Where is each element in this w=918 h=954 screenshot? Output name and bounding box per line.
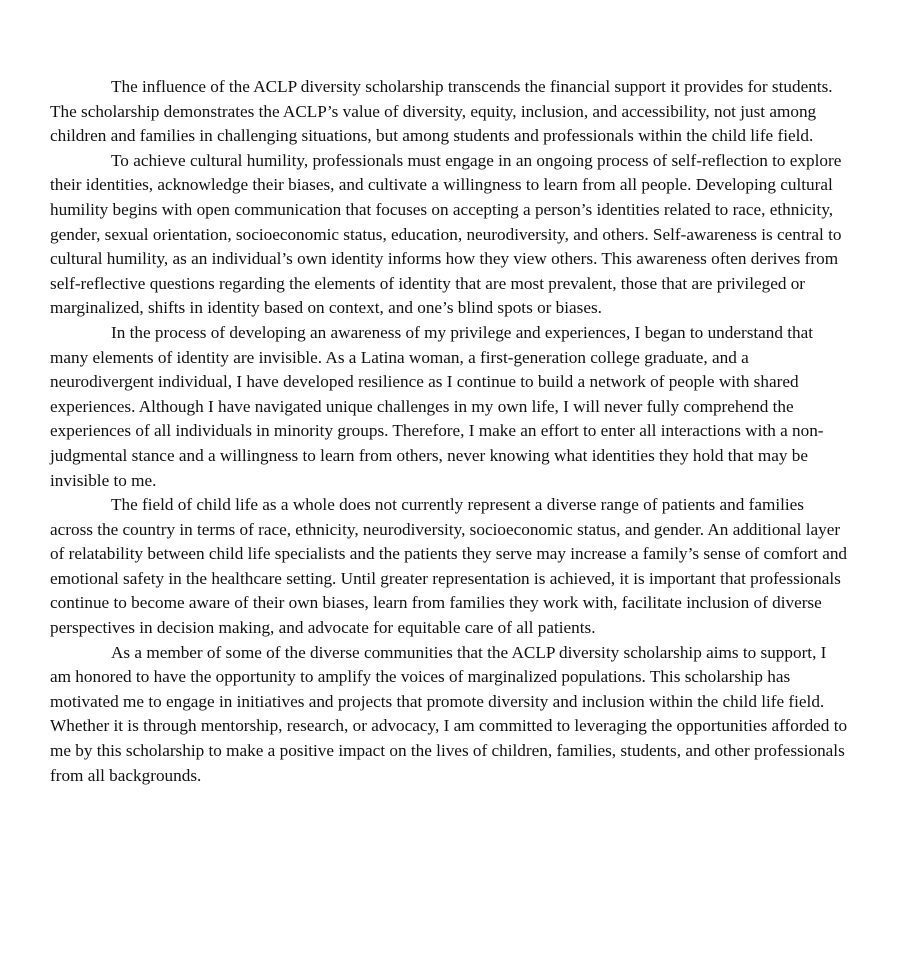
paragraph-field-representation: The field of child life as a whole does not currently represent a diverse range of patients and families across the country in terms of race, ethnicity, neurodiversity, socioeconomic status, and gender. An additional layer of relatability between child life specialists and the patients they serve may increase a family’s sense of comfort and emotional safety in the healthcare setting. Until greater representation is achieved, it is important that professionals continue to become aware of their own biases, learn from families they work with, facilitate inclusion of diverse perspectives in decision making, and advocate for equitable care of all patients.: [50, 495, 848, 638]
paragraph-commitment: As a member of some of the diverse communities that the ACLP diversity scholarship aims to support, I am honored to have the opportunity to amplify the voices of marginalized populations. This scholarship has motivated me to engage in initiatives and projects that promote diversity and inclusion within the child life field. Whether it is through mentorship, research, or advocacy, I am committed to leveraging the opportunities afforded to me by this scholarship to make a positive impact on the lives of children, families, students, and other professionals from all backgrounds.: [50, 642, 848, 785]
paragraph-cultural-humility: To achieve cultural humility, professionals must engage in an ongoing process of self-reflection to explore their identities, acknowledge their biases, and cultivate a willingness to learn from all people. Developing cultural humility begins with open communication that focuses on accepting a person’s identities related to race, ethnicity, gender, sexual orientation, socioeconomic status, education, neurodiversity, and others. Self-awareness is central to cultural humility, as an individual’s own identity informs how they view others. This awareness often derives from self-reflective questions regarding the elements of identity that are most prevalent, those that are privileged or marginalized, shifts in identity based on context, and one’s blind spots or biases.: [50, 150, 842, 318]
essay-body: [50, 75, 850, 788]
paragraph-personal-awareness: In the process of developing an awareness of my privilege and experiences, I began to understand that many elements of identity are invisible. As a Latina woman, a first-generation college graduate, and a neurodivergent individual, I have developed resilience as I continue to build a network of people with shared experiences. Although I have navigated unique challenges in my own life, I will never fully comprehend the experiences of all individuals in minority groups. Therefore, I make an effort to enter all interactions with a non-judgmental stance and a willingness to learn from others, never knowing what identities they hold that may be invisible to me.: [50, 322, 824, 490]
paragraph-scholarship-influence: The influence of the ACLP diversity scholarship transcends the financial support it provides for students. The scholarship demonstrates the ACLP’s value of diversity, equity, inclusion, and accessibility, not just among children and families in challenging situations, but among students and professionals within the child life field.: [50, 77, 833, 146]
